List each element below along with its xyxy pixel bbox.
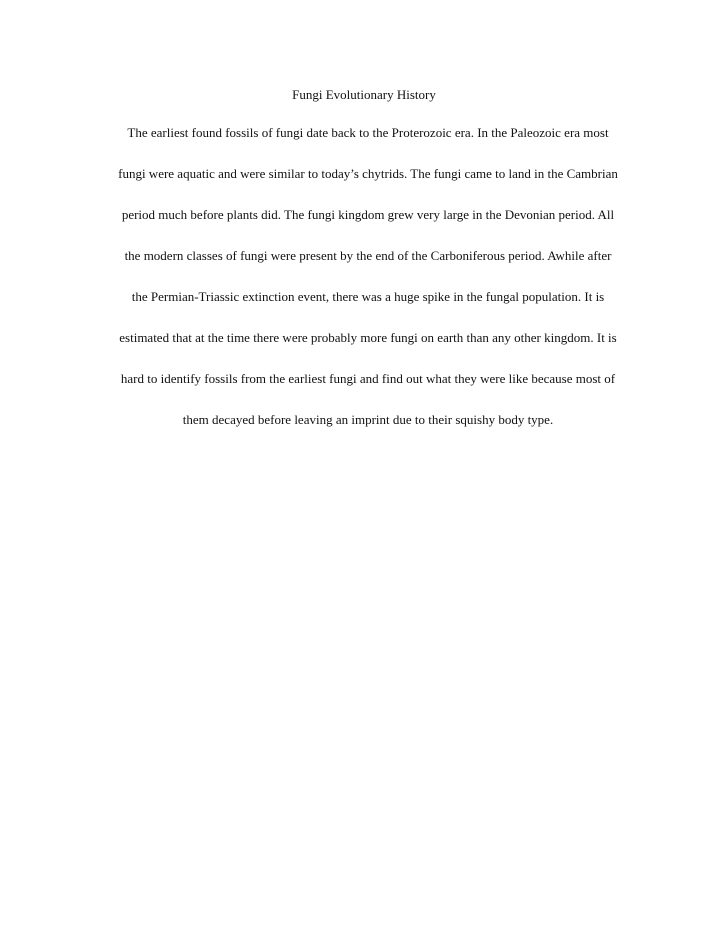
body-line: hard to identify fossils from the earliest fungi and find out what they were like because most of	[120, 371, 616, 386]
document-body	[88, 123, 648, 451]
body-line: the Permian-Triassic extinction event, there was a huge spike in the fungal population. It is	[131, 289, 605, 304]
body-line: The earliest found fossils of fungi date back to the Proterozoic era. In the Paleozoic era most	[127, 125, 609, 140]
body-line: them decayed before leaving an imprint due to their squishy body type.	[182, 412, 554, 427]
body-line: period much before plants did. The fungi kingdom grew very large in the Devonian period. All	[121, 207, 615, 222]
body-line: the modern classes of fungi were present by the end of the Carboniferous period. Awhile after	[124, 248, 612, 263]
body-line: estimated that at the time there were probably more fungi on earth than any other kingdom. It is	[119, 330, 617, 345]
body-line: fungi were aquatic and were similar to today’s chytrids. The fungi came to land in the Cambrian	[118, 166, 618, 181]
document-title: Fungi Evolutionary History	[292, 87, 436, 102]
